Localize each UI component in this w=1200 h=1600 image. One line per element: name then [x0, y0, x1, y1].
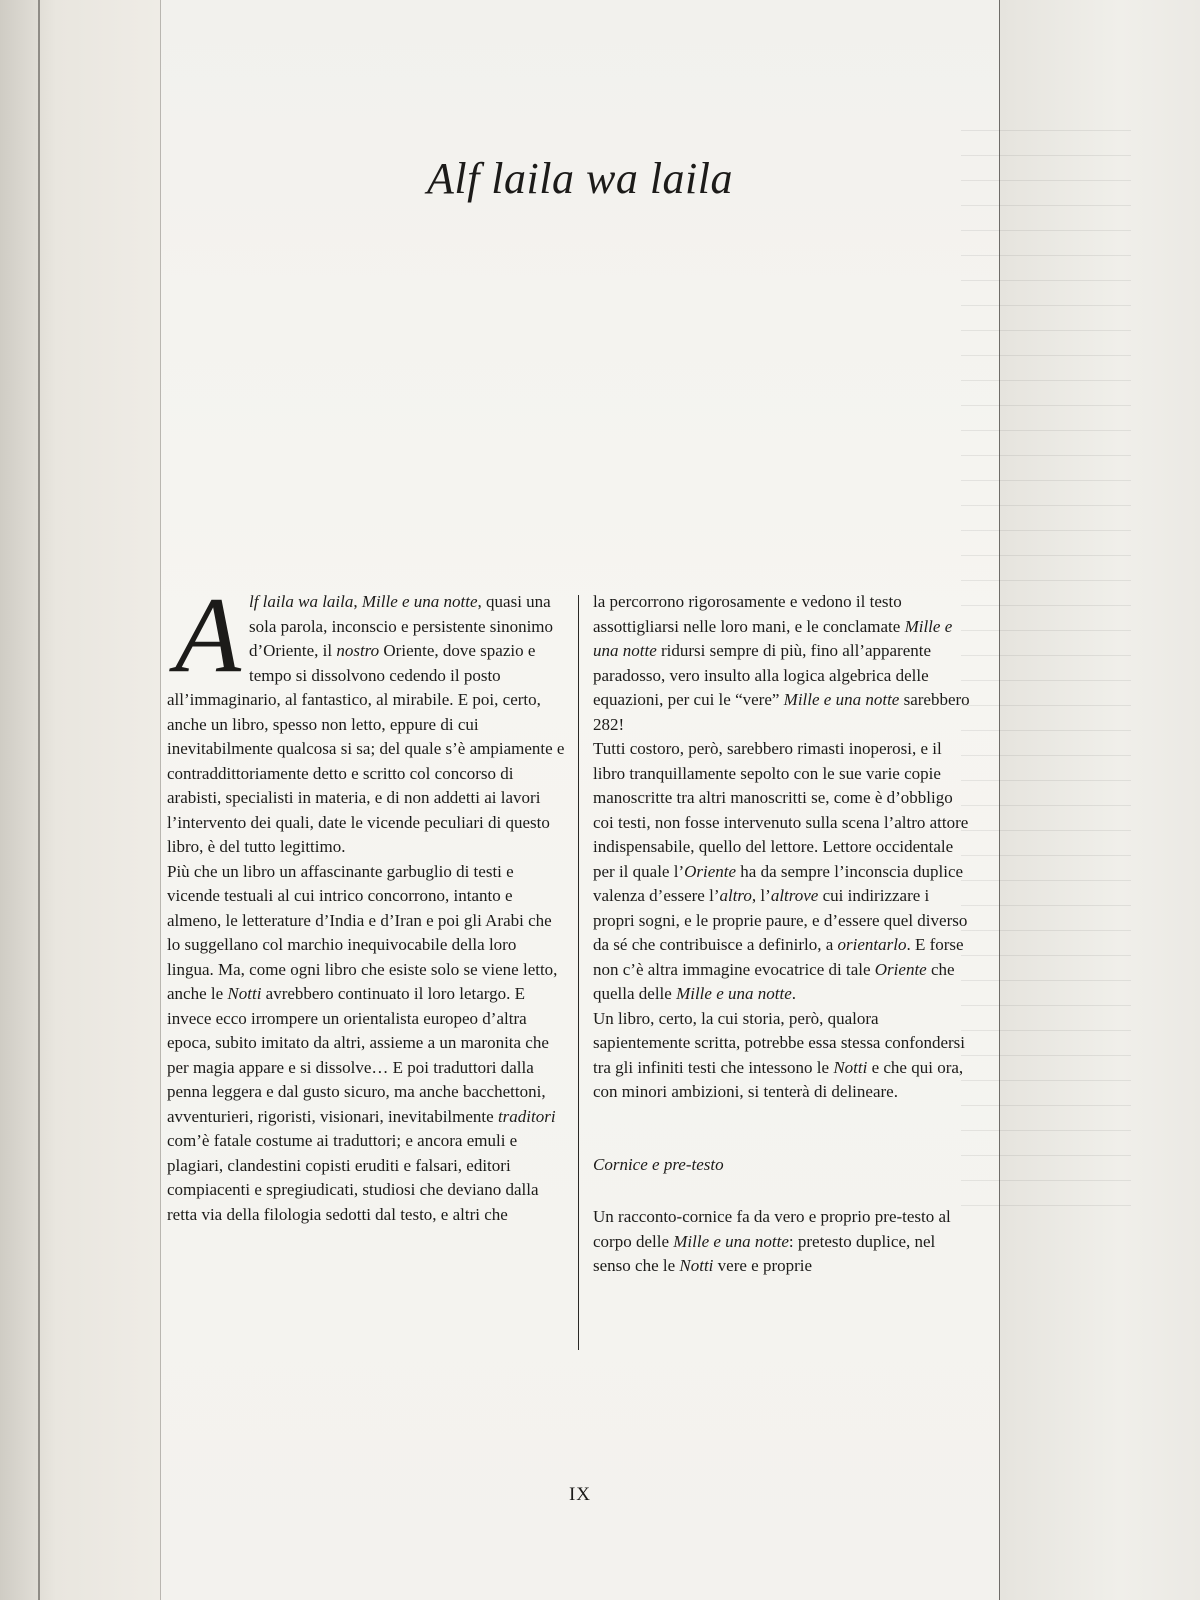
paragraph-runs — [593, 592, 970, 734]
paragraph-runs — [167, 862, 557, 1224]
italic-run: Mille e una notte — [783, 690, 900, 709]
text-run: ridursi sempre di più, fino all’apparente paradosso, vero insulto alla logica algebrica delle equazioni, per cui le “vere” — [593, 641, 932, 709]
italic-run: nostro — [336, 641, 380, 660]
paragraph-runs — [593, 1009, 965, 1102]
text-run: ha da sempre l’inconscia duplice valenza d’essere l’ — [593, 861, 964, 905]
text-run: , — [353, 592, 362, 611]
text-run: e che qui ora, con minori ambizioni, si tenterà di delineare. — [593, 1057, 964, 1101]
text-run: . E forse non c’è altra immagine evocatrice di tale — [593, 935, 964, 979]
paragraph-5 — [593, 1007, 973, 1105]
page-number: IX — [568, 1484, 592, 1505]
text-run: Un libro, certo, la cui storia, però, qualora sapientemente scritta, potrebbe essa stessa confondersi tra gli infiniti testi che intessono le — [593, 1008, 965, 1077]
text-run: , l’ — [751, 886, 771, 905]
italic-run: Notti — [227, 984, 262, 1003]
text-run: Un racconto-cornice fa da vero e proprio pre-testo al corpo delle — [593, 1207, 951, 1251]
left-page-border — [38, 0, 40, 1600]
text-run: che quella delle — [593, 959, 955, 1003]
column-divider — [578, 595, 579, 1350]
text-run: cui indirizzare i propri sogni, e le proprie paure, e d’essere quel diverso da sé che contribuisce a definirlo, a — [593, 886, 968, 954]
italic-run: Oriente — [874, 959, 927, 979]
paragraph-1 — [167, 576, 567, 860]
text-run: sarebbero 282! — [593, 690, 970, 734]
text-run: : pretesto duplice, nel senso che le — [593, 1231, 936, 1275]
right-text-column — [593, 590, 973, 1279]
paragraph-runs — [593, 739, 968, 1003]
drop-cap: A — [175, 576, 241, 695]
italic-run: Mille e una notte — [676, 984, 792, 1003]
text-run: la percorrono rigorosamente e vedono il testo assottigliarsi nelle loro mani, e le conclamate — [593, 592, 905, 636]
text-run: Oriente, dove spazio e tempo si dissolvono cedendo il posto all’immaginario, al fantastico, al mirabile. E poi, certo, anche un libro, spesso non letto, eppure di cui inevitabilmente qualcosa si sa; del quale s’è ampiamente e contraddittoriamente detto e scritto col concorso di arabisti, specialisti in materia, e di non addetti ai lavori l’intervento dei quali, date le vicende peculiari di questo libro, è del tutto legittimo. — [167, 641, 565, 856]
book-page — [160, 0, 1000, 1600]
text-run: vere e proprie — [713, 1256, 813, 1275]
italic-run: Notti — [833, 1057, 868, 1077]
italic-run: Mille e una notte — [593, 616, 953, 660]
paragraph-4 — [593, 737, 973, 1007]
text-run: Più che un libro un affascinante garbuglio di testi e vicende testuali al cui intrico concorrono, intanto e almeno, le letterature d’India e d’Iran e poi gli Arabi che lo suggellano col marchio inequivocabile della loro lingua. Ma, come ogni libro che esiste solo se viene letto, anche le — [167, 861, 558, 1003]
italic-run: Mille e una notte — [361, 592, 478, 611]
italic-run: orientarlo — [837, 935, 907, 954]
section-heading: Cornice e pre-testo — [593, 1154, 724, 1174]
paragraph-6 — [593, 1205, 973, 1279]
text-run: avrebbero continuato il loro letargo. E invece ecco irrompere un orientalista europeo d’altra epoca, subito imitato da altri, assieme a un maronita che per magia appare e si dissolve… E poi traduttori dalla penna leggera e dal gusto sicuro, ma anche bacchettoni, avventurieri, rigoristi, visionari, inevitabilmente — [167, 984, 549, 1126]
text-run: . — [791, 984, 796, 1003]
text-run: Tutti costoro, però, sarebbero rimasti inoperosi, e il libro tranquillamente sepolto con le sue varie copie manoscritte tra altri manoscritti se, come è d’obbligo coi testi, non fosse intervenuto sulla scena l’altro attore indispensabile, quello del lettore. Lettore occidentale per il quale l’ — [593, 739, 969, 881]
paragraph-3 — [593, 590, 973, 737]
italic-run: altro — [719, 886, 752, 905]
italic-run: traditori — [497, 1106, 556, 1126]
italic-run: lf laila wa laila — [248, 592, 354, 611]
left-text-column — [167, 576, 567, 1227]
paragraph-runs — [593, 1207, 951, 1275]
italic-run: Mille e una notte — [673, 1231, 789, 1251]
chapter-title: Alf laila wa laila — [426, 154, 734, 204]
paragraph-2 — [167, 860, 567, 1228]
text-run: com’è fatale costume ai traduttori; e ancora emuli e plagiari, clandestini copisti eruditi e falsari, editori compiacenti e spregiudicati, studiosi che deviano dalla retta via della filologia sedotti dal testo, e altri che — [167, 1131, 539, 1224]
italic-run: altrove — [770, 886, 819, 905]
italic-run: Oriente — [684, 861, 737, 881]
left-page-edge — [0, 0, 160, 1600]
text-run: , quasi una sola parola, inconscio e persistente sinonimo d’Oriente, il — [248, 592, 554, 660]
show-through-text — [961, 130, 1131, 1230]
italic-run: Notti — [679, 1256, 714, 1275]
